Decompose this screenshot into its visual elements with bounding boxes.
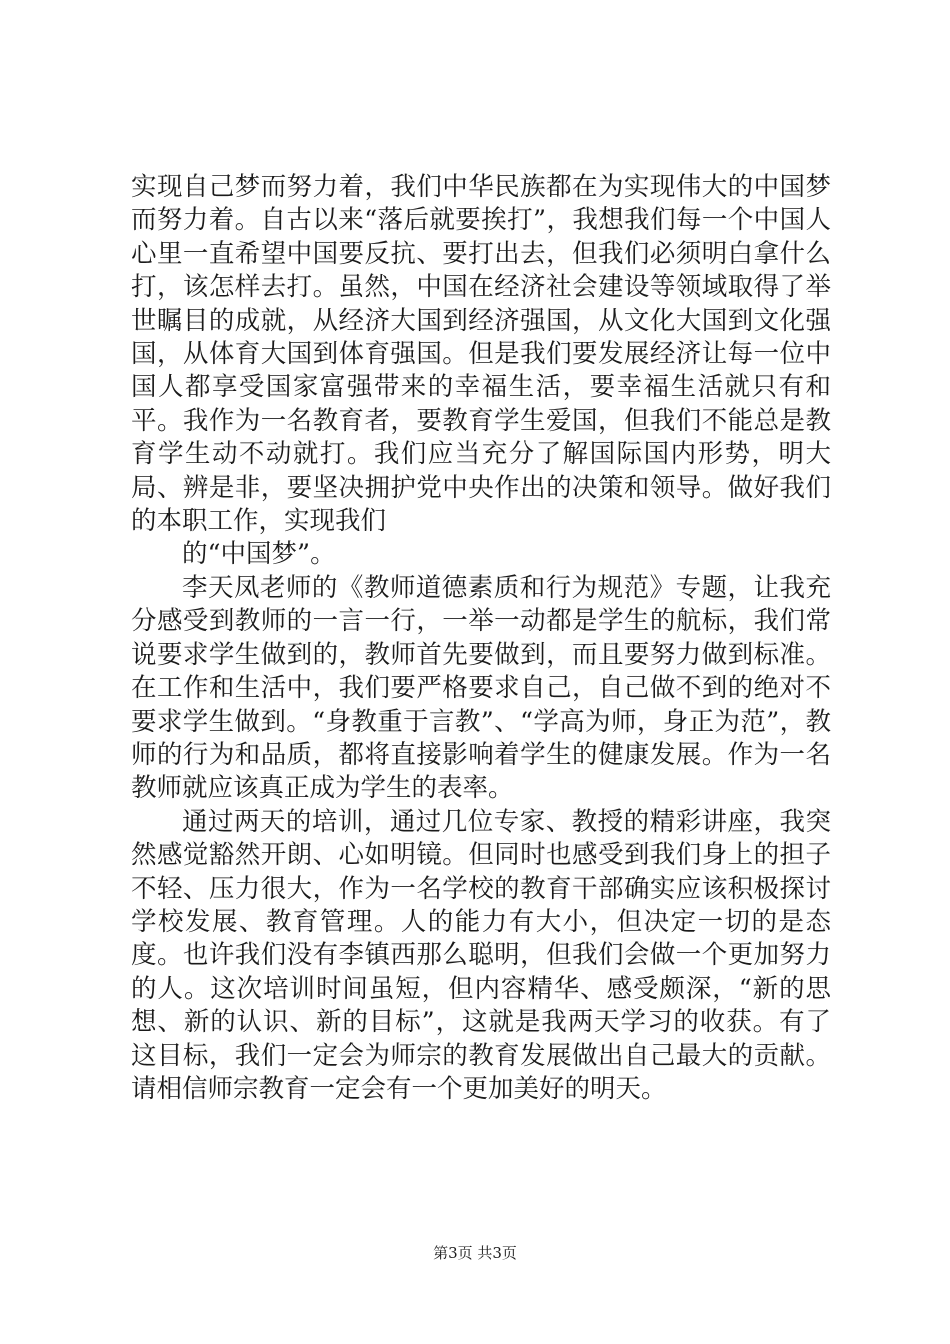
- document-body: [131, 171, 831, 1106]
- paragraph-continued: 实现自己梦而努力着，我们中华民族都在为实现伟大的中国梦而努力着。自古以来“落后就要挨打”，我想我们每一个中国人心里一直希望中国要反抗、要打出去，但我们必须明白拿什么打，该怎样去打。虽然，中国在经济社会建设等领域取得了举世瞩目的成就，从经济大国到经济强国，从文化大国到文化强国，从体育大国到体育强国。但是我们要发展经济让每一位中国人都享受国家富强带来的幸福生活，要幸福生活就只有和平。我作为一名教育者，要教育学生爱国，但我们不能总是教育学生动不动就打。我们应当充分了解国际国内形势，明大局、辨是非，要坚决拥护党中央作出的决策和领导。做好我们的本职工作，实现我们: [131, 172, 831, 537]
- paragraph-training-summary: 通过两天的培训，通过几位专家、教授的精彩讲座，我突然感觉豁然开朗、心如明镜。但同时也感受到我们身上的担子不轻、压力很大，作为一名学校的教育干部确实应该积极探讨学校发展、教育管理。人的能力有大小，但决定一切的是态度。也许我们没有李镇西那么聪明，但我们会做一个更加努力的人。这次培训时间虽短，但内容精华、感受颇深，“新的思想、新的认识、新的目标”，这就是我两天学习的收获。有了这目标，我们一定会为师宗的教育发展做出自己最大的贡献。请相信师宗教育一定会有一个更加美好的明天。: [131, 806, 831, 1104]
- paragraph-continued-tail: 的“中国梦”。: [182, 539, 336, 570]
- page-footer: 第3页 共3页: [433, 1244, 517, 1262]
- paragraph-teacher-ethics: 李天凤老师的《教师道德素质和行为规范》专题，让我充分感受到教师的一言一行，一举一动都是学生的航标，我们常说要求学生做到的，教师首先要做到，而且要努力做到标准。在工作和生活中，我们要严格要求自己，自己做不到的绝对不要求学生做到。“身教重于言教”、“学高为师，身正为范”，教师的行为和品质，都将直接影响着学生的健康发展。作为一名教师就应该真正成为学生的表率。: [131, 572, 831, 804]
